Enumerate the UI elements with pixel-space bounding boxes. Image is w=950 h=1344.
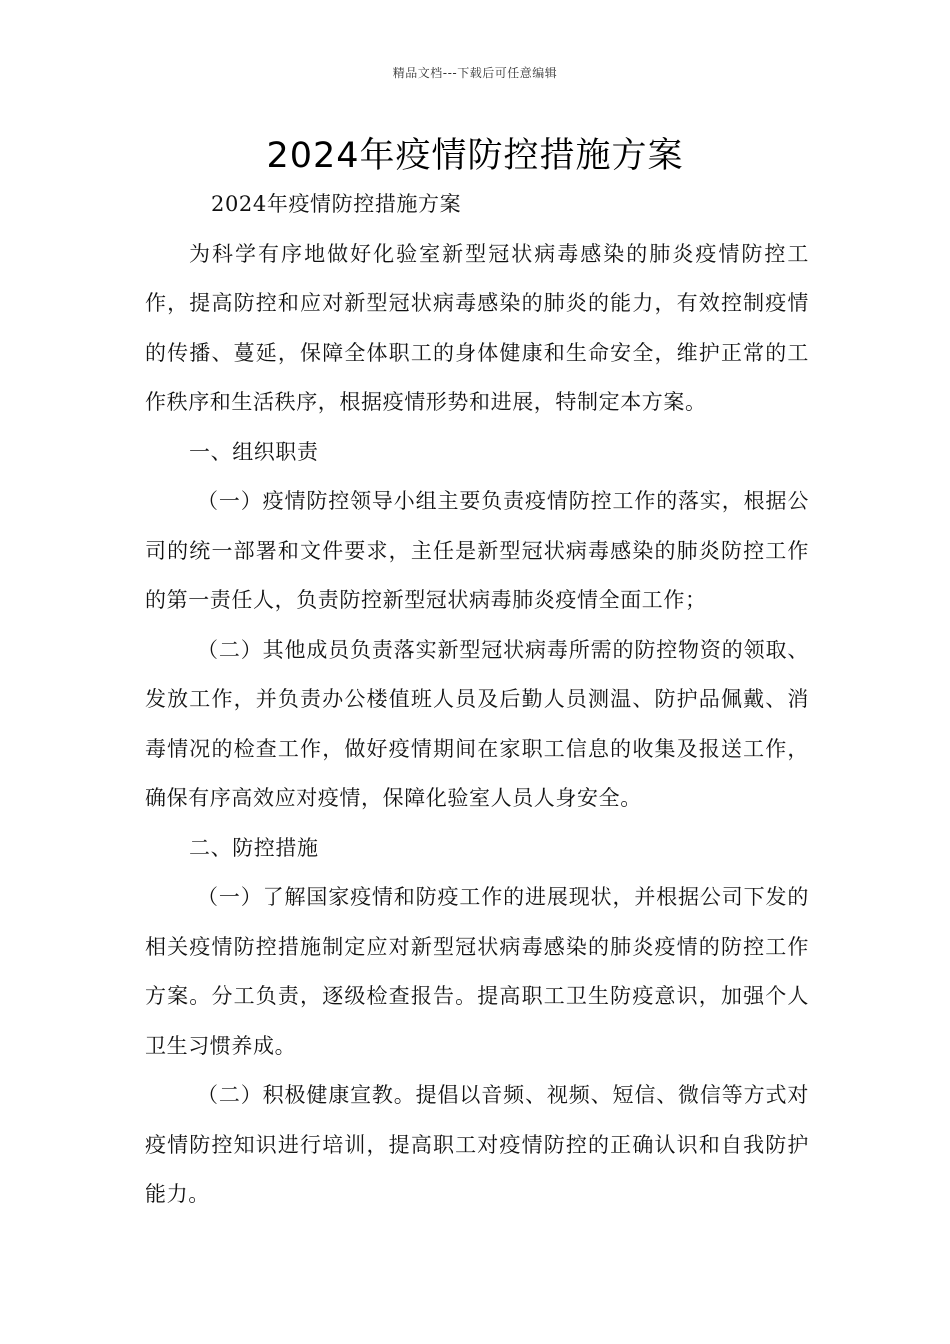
section-heading-1: 一、组织职责	[189, 439, 319, 464]
paragraph-1-1: （一）疫情防控领导小组主要负责疫情防控工作的落实，根据公司的统一部署和文件要求，主任是新型冠状病毒感染的肺炎防控工作的第一责任人，负责防控新型冠状病毒肺炎疫情全面工作；	[145, 489, 809, 612]
document-body	[145, 180, 809, 1220]
document-subtitle: 2024年疫情防控措施方案	[211, 192, 462, 216]
section-heading-2: 二、防控措施	[189, 835, 319, 860]
header-note: 精品文档---下载后可任意编辑	[392, 66, 558, 80]
document-title: 2024年疫情防控措施方案	[266, 136, 684, 176]
paragraph-intro: 为科学有序地做好化验室新型冠状病毒感染的肺炎疫情防控工作，提高防控和应对新型冠状病毒感染的肺炎的能力，有效控制疫情的传播、蔓延，保障全体职工的身体健康和生命安全，维护正常的工作秩序和生活秩序，根据疫情形势和进展，特制定本方案。	[145, 241, 809, 414]
paragraph-2-2: （二）积极健康宣教。提倡以音频、视频、短信、微信等方式对疫情防控知识进行培训，提高职工对疫情防控的正确认识和自我防护能力。	[145, 1083, 809, 1206]
paragraph-2-1: （一）了解国家疫情和防疫工作的进展现状，并根据公司下发的相关疫情防控措施制定应对新型冠状病毒感染的肺炎疫情的防控工作方案。分工负责，逐级检查报告。提高职工卫生防疫意识，加强个人卫生习惯养成。	[145, 885, 809, 1058]
paragraph-1-2: （二）其他成员负责落实新型冠状病毒所需的防控物资的领取、发放工作，并负责办公楼值班人员及后勤人员测温、防护品佩戴、消毒情况的检查工作，做好疫情期间在家职工信息的收集及报送工作，确保有序高效应对疫情，保障化验室人员人身安全。	[145, 637, 809, 810]
